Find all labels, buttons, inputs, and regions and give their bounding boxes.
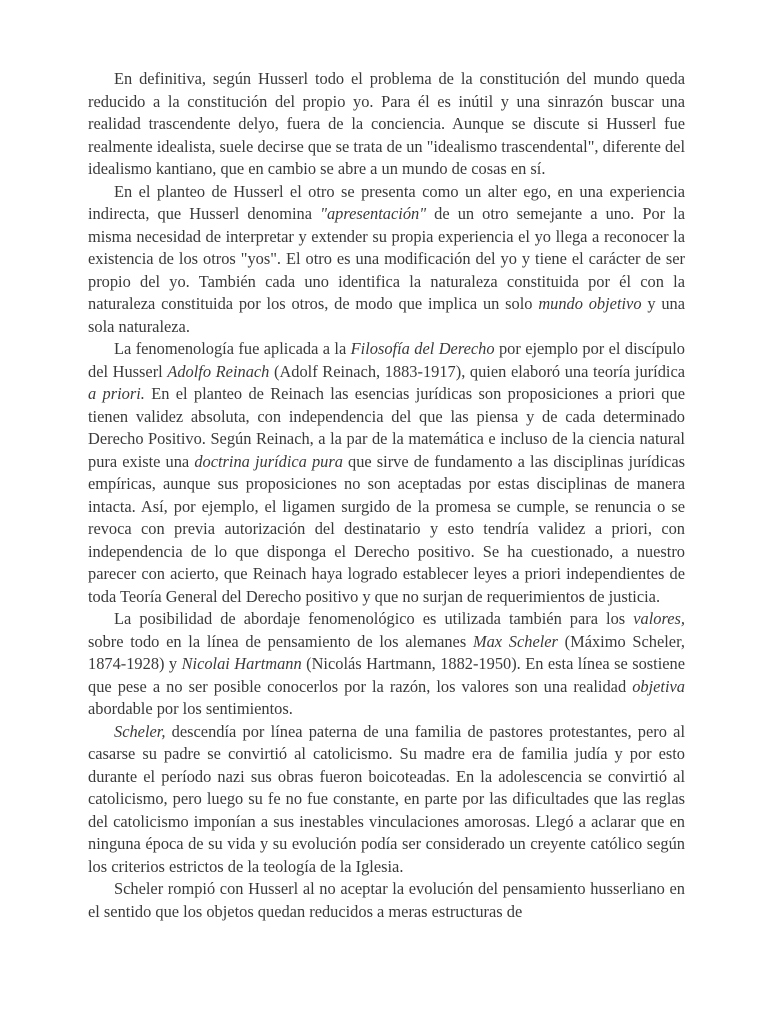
body-text: La posibilidad de abordaje fenomenológico es utilizada también para los — [114, 609, 634, 628]
body-text: por ejemplo por el discípulo del Husserl — [88, 339, 685, 381]
paragraph-p3 — [88, 338, 685, 608]
italic-text: Scheler, — [114, 721, 166, 741]
italic-text: objetiva — [632, 676, 685, 696]
body-text: En el planteo de Reinach las esencias jurídicas son proposiciones a priori que tienen validez absoluta, con independencia del que las piensa y de cada determinado Derecho Positivo. Según Reinach, a la par de la matemática e incluso de la ciencia natural pura existe una — [88, 384, 685, 471]
body-text: En definitiva, según Husserl todo el problema de la constitución del mundo queda reducido a la constitución del propio yo. Para él es inútil y una sinrazón buscar una realidad trascendente delyo, fuera de la conciencia. Aunque se discute si Husserl fue realmente idealista, suele decirse que se trata de un "idealismo trascendental", diferente del idealismo kantiano, que en cambio se abre a un mundo de cosas en sí. — [88, 69, 685, 178]
paragraph-p2 — [88, 181, 685, 339]
paragraph-p1 — [88, 68, 685, 181]
body-text: (Máximo Scheler, 1874-1928) y — [88, 631, 685, 673]
paragraph-p6 — [88, 878, 685, 923]
italic-text: doctrina jurídica pura — [194, 451, 343, 471]
body-text: En el planteo de Husserl el otro se presenta como un alter ego, en una experiencia indirecta, que Husserl denomina — [88, 181, 685, 223]
italic-text: Nicolai Hartmann — [181, 654, 302, 673]
body-text: abordable por los sentimientos. — [88, 699, 293, 718]
paragraph-p4 — [88, 608, 685, 721]
italic-text: Adolfo Reinach — [167, 361, 270, 381]
italic-text: a priori. — [88, 384, 145, 403]
document-page — [88, 68, 685, 923]
body-text: descendía por línea paterna de una familia de pastores protestantes, pero al casarse su padre se convirtió al catolicismo. Su madre era de familia judía y por esto durante el período nazi sus obras fueron boicoteadas. En la adolescencia se convirtió al catolicismo, pero luego su fe no fue constante, en parte por las dificultades que las reglas del catolicismo imponían a sus inestables vinculaciones amorosas. Llegó a aclarar que en ninguna época de su vida y su evolución podía ser considerado un creyente católico según los criterios estrictos de la teología de la Iglesia. — [88, 721, 685, 876]
body-text: (Adolf Reinach, 1883-1917), quien elaboró una teoría jurídica — [269, 361, 685, 381]
body-text: y una sola naturaleza. — [88, 294, 686, 336]
body-text: La fenomenología fue aplicada a la — [114, 339, 351, 358]
italic-text: valores, — [633, 609, 685, 628]
italic-text: mundo objetivo — [538, 294, 642, 313]
body-text: sobre todo en la línea de pensamiento de los alemanes — [88, 631, 473, 651]
italic-text: Filosofía del Derecho — [350, 339, 495, 358]
body-text: (Nicolás Hartmann, 1882-1950). En esta línea se sostiene que pese a no ser posible conocerlos por la razón, los valores son una realidad — [88, 654, 686, 696]
italic-text: Max Scheler — [472, 631, 558, 651]
body-text: que sirve de fundamento a las disciplinas jurídicas empíricas, aunque sus proposiciones no son aceptadas por estas disciplinas de manera intacta. Así, por ejemplo, el ligamen surgido de la promesa se cumple, se renuncia o se revoca con previa autorización del destinatario y esto tendría validez a priori, con independencia de lo que disponga el Derecho positivo. Se ha cuestionado, a nuestro parecer con acierto, que Reinach haya logrado establecer leyes a priori independientes de toda Teoría General del Derecho positivo y que no surjan de requerimientos de justicia. — [88, 451, 685, 606]
paragraph-p5 — [88, 721, 685, 879]
italic-text: "apresentación" — [320, 204, 427, 223]
body-text: Scheler rompió con Husserl al no aceptar la evolución del pensamiento husserliano en el sentido que los objetos quedan reducidos a meras estructuras de — [88, 879, 685, 921]
body-text: de un otro semejante a uno. Por la misma necesidad de interpretar y extender su propia experiencia el yo llega a reconocer la existencia de los otros "yos". El otro es una modificación del yo y tiene el carácter de ser propio del yo. También cada uno identifica la naturaleza constituida por él con la naturaleza constituida por los otros, de modo que implica un solo — [88, 204, 685, 313]
